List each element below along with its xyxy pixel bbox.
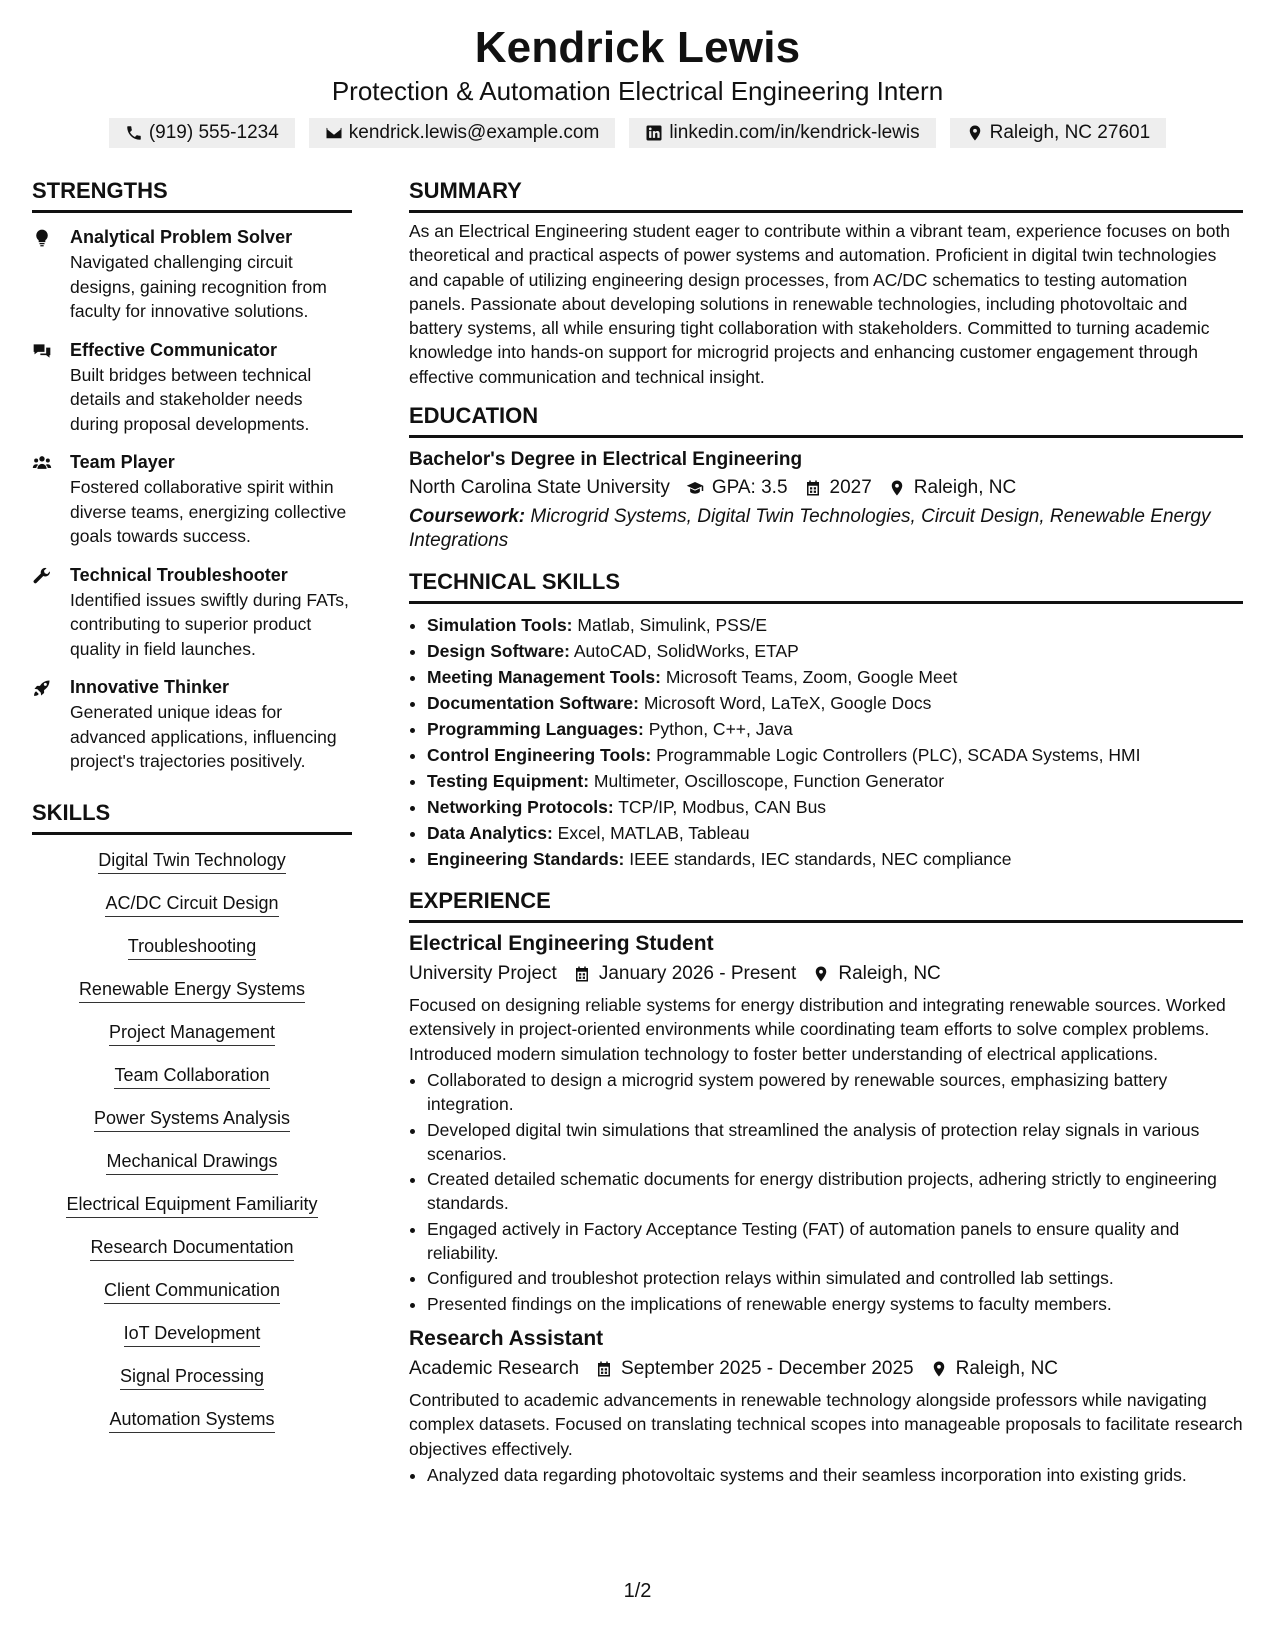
tech-skill-value: Multimeter, Oscilloscope, Function Generator: [593, 771, 945, 792]
strength-item: [32, 675, 352, 774]
skill-label: Troubleshooting: [128, 936, 256, 960]
tech-skill-label: Data Analytics:: [427, 823, 553, 844]
job-bullet: • Developed digital twin simulations that streamlined the analysis of protection relay signals in various scenarios.: [427, 1118, 1243, 1167]
resume-header: [0, 0, 1275, 148]
skill-item: [32, 1320, 352, 1346]
skills-title: SKILLS: [32, 800, 352, 835]
candidate-name: Kendrick Lewis: [474, 23, 801, 72]
strength-item: [32, 450, 352, 549]
users-icon: [32, 453, 52, 473]
skill-item: [32, 1277, 352, 1303]
job-org: University Project: [409, 963, 557, 985]
strength-item: [32, 563, 352, 662]
education-section: [409, 403, 1243, 553]
education-year: 2027: [829, 477, 872, 499]
skills-list: [32, 847, 352, 1432]
skills-section: [32, 800, 352, 1432]
rocket-icon: [32, 678, 52, 698]
job-title: Electrical Engineering Student: [409, 932, 714, 956]
tech-skill-label: Simulation Tools:: [427, 615, 573, 636]
summary-title: SUMMARY: [409, 178, 1243, 213]
map-marker-icon: [812, 965, 830, 983]
strength-title: Analytical Problem Solver: [70, 227, 293, 247]
right-column: [409, 178, 1243, 1488]
job-dates: September 2025 - December 2025: [621, 1357, 914, 1379]
tech-skill-value: Matlab, Simulink, PSS/E: [577, 615, 768, 636]
job-location: Raleigh, NC: [955, 1357, 1059, 1379]
job-dates: January 2026 - Present: [598, 963, 797, 985]
skill-label: Research Documentation: [90, 1237, 293, 1261]
tech-skill-item: [427, 820, 1243, 846]
skill-item: [32, 1062, 352, 1088]
job-bullets: [409, 1068, 1243, 1316]
skill-label: Electrical Equipment Familiarity: [66, 1194, 317, 1218]
job-entry: [409, 929, 1243, 1316]
skill-label: Digital Twin Technology: [98, 850, 285, 874]
wrench-icon: [32, 566, 52, 586]
technical-skills-list: [409, 612, 1243, 872]
tech-skill-value: Programmable Logic Controllers (PLC), SCADA Systems, HMI: [656, 745, 1141, 766]
phone-icon: [125, 124, 143, 142]
tech-skill-item: [427, 742, 1243, 768]
skill-label: Renewable Energy Systems: [79, 979, 305, 1003]
left-column: [32, 178, 352, 1449]
strength-title: Effective Communicator: [70, 339, 278, 360]
map-marker-icon: [966, 124, 984, 142]
contact-email-text: kendrick.lewis@example.com: [348, 122, 600, 143]
skill-label: IoT Development: [124, 1323, 261, 1347]
job-bullet: • Configured and troubleshot protection relays within simulated and controlled lab settings.: [427, 1266, 1243, 1290]
tech-skill-value: Microsoft Word, LaTeX, Google Docs: [643, 693, 932, 714]
tech-skill-item: [427, 638, 1243, 664]
education-school: North Carolina State University: [409, 477, 670, 499]
tech-skill-label: Documentation Software:: [427, 693, 639, 714]
lightbulb-icon: [32, 228, 52, 248]
contact-linkedin-text: linkedin.com/in/kendrick-lewis: [669, 122, 920, 143]
strength-desc: Navigated challenging circuit designs, gaining recognition from faculty for innovative solutions.: [70, 252, 327, 321]
tech-skill-label: Testing Equipment:: [427, 771, 590, 792]
strength-item: [32, 225, 352, 324]
education-title: EDUCATION: [409, 403, 1243, 438]
job-location: Raleigh, NC: [838, 963, 941, 985]
job-bullet: • Engaged actively in Factory Acceptance Testing (FAT) of automation panels to ensure quality and reliability.: [427, 1217, 1243, 1266]
skill-label: Client Communication: [104, 1280, 280, 1304]
job-bullet: • Analyzed data regarding photovoltaic systems and their seamless incorporation into existing grids.: [427, 1463, 1243, 1487]
skill-label: Signal Processing: [120, 1366, 264, 1390]
tech-skill-value: AutoCAD, SolidWorks, ETAP: [573, 641, 799, 662]
strength-desc: Fostered collaborative spirit within diverse teams, energizing collective goals towards success.: [70, 477, 347, 546]
experience-title: EXPERIENCE: [409, 888, 1243, 923]
strength-title: Team Player: [70, 452, 175, 472]
education-coursework: [409, 505, 1243, 553]
skill-item: [32, 1406, 352, 1432]
page-number: 1/2: [623, 1580, 652, 1602]
job-bullet: • Collaborated to design a microgrid system powered by renewable sources, emphasizing battery integration.: [427, 1068, 1243, 1117]
tech-skill-label: Networking Protocols:: [427, 797, 614, 818]
strengths-title: STRENGTHS: [32, 178, 352, 213]
calendar-icon: [804, 479, 822, 497]
strength-desc: Built bridges between technical details and stakeholder needs during proposal developments.: [70, 364, 312, 434]
job-description: Focused on designing reliable systems for energy distribution and integrating renewable sources. Worked extensively in project-oriented environments while coordinating team efforts to solve complex problems. Introduced modern simulation technology to foster better understanding of electrical applications.: [409, 995, 1226, 1064]
skill-item: [32, 847, 352, 873]
contact-location-text: Raleigh, NC 27601: [989, 122, 1151, 143]
job-org: Academic Research: [409, 1357, 580, 1379]
tech-skill-value: Microsoft Teams, Zoom, Google Meet: [665, 667, 958, 688]
skill-item: [32, 1019, 352, 1045]
tech-skill-item: [427, 794, 1243, 820]
contact-phone-text: (919) 555-1234: [148, 122, 279, 143]
skill-item: [32, 1105, 352, 1131]
calendar-icon: [595, 1360, 613, 1378]
strength-title: Innovative Thinker: [70, 677, 230, 697]
strength-title: Technical Troubleshooter: [70, 564, 288, 585]
comments-icon: [32, 341, 52, 361]
skill-item: [32, 1191, 352, 1217]
tech-skill-item: [427, 846, 1243, 872]
contact-phone[interactable]: [109, 118, 295, 148]
skill-label: Project Management: [109, 1022, 275, 1046]
education-location: Raleigh, NC: [913, 477, 1017, 499]
job-meta: [409, 959, 1243, 989]
tech-skill-label: Meeting Management Tools:: [427, 667, 661, 688]
job-bullets: [409, 1463, 1243, 1487]
skill-label: AC/DC Circuit Design: [105, 893, 278, 917]
skill-item: [32, 890, 352, 916]
summary-text: As an Electrical Engineering student eager to contribute within a vibrant team, experience focuses on both theoretical and practical aspects of power systems and automation. Proficient in digital twin technologies and capable of utilizing engineering design processes, from AC/DC schematics to testing automation panels. Passionate about developing solutions in renewable technologies, including photovoltaic and battery systems, all while ensuring tight collaboration with stakeholders. Committed to turning academic knowledge into hands-on support for microgrid projects and enhancing customer engagement through effective communication and technical insight.: [409, 221, 1231, 387]
map-marker-icon: [930, 1360, 948, 1378]
experience-section: [409, 888, 1243, 1487]
skill-item: [32, 1234, 352, 1260]
tech-skill-item: [427, 612, 1243, 638]
tech-skill-item: [427, 664, 1243, 690]
tech-skill-item: [427, 716, 1243, 742]
job-title: Research Assistant: [409, 1326, 604, 1350]
job-description: Contributed to academic advancements in renewable technology alongside professors while navigating complex datasets. Focused on translating technical scopes into manageable proposals to facilitate research objectives effectively.: [409, 1389, 1243, 1459]
linkedin-icon: [645, 124, 663, 142]
skill-label: Automation Systems: [109, 1409, 274, 1433]
map-marker-icon: [888, 479, 906, 497]
job-entry: [409, 1324, 1243, 1487]
tech-skill-value: TCP/IP, Modbus, CAN Bus: [618, 797, 827, 818]
contact-linkedin[interactable]: [629, 118, 935, 148]
strength-desc: Generated unique ideas for advanced applications, influencing project's trajectories positively.: [70, 702, 337, 771]
skill-item: [32, 933, 352, 959]
tech-skill-label: Design Software:: [427, 641, 570, 662]
job-bullet: • Presented findings on the implications of renewable energy systems to faculty members.: [427, 1292, 1243, 1316]
skill-label: Power Systems Analysis: [94, 1108, 290, 1132]
skill-item: [32, 1363, 352, 1389]
education-gpa: GPA: 3.5: [711, 477, 788, 499]
contact-email[interactable]: [309, 118, 616, 148]
job-bullet: • Created detailed schematic documents for energy distribution projects, adhering strictly to engineering standards.: [427, 1167, 1243, 1216]
technical-skills-section: [409, 569, 1243, 872]
tech-skill-label: Control Engineering Tools:: [427, 745, 652, 766]
skill-label: Mechanical Drawings: [106, 1151, 277, 1175]
skill-label: Team Collaboration: [114, 1065, 269, 1089]
tech-skill-value: IEEE standards, IEC standards, NEC compliance: [629, 849, 1012, 870]
education-degree: Bachelor's Degree in Electrical Engineering: [409, 449, 803, 471]
job-meta: [409, 1354, 1243, 1384]
coursework-label: Coursework:: [409, 506, 526, 528]
strengths-section: [32, 178, 352, 774]
summary-section: [409, 178, 1243, 389]
technical-skills-title: TECHNICAL SKILLS: [409, 569, 1243, 604]
tech-skill-item: [427, 768, 1243, 794]
tech-skill-value: Python, C++, Java: [648, 719, 793, 740]
strength-item: [32, 338, 352, 437]
education-meta: [409, 473, 1243, 503]
tech-skill-value: Excel, MATLAB, Tableau: [557, 823, 750, 844]
skill-item: [32, 976, 352, 1002]
calendar-icon: [573, 965, 591, 983]
envelope-icon: [325, 124, 343, 142]
skill-item: [32, 1148, 352, 1174]
tech-skill-item: [427, 690, 1243, 716]
graduation-cap-icon: [686, 479, 704, 497]
contact-location: [950, 118, 1167, 148]
coursework-text: Microgrid Systems, Digital Twin Technologies, Circuit Design, Renewable Energy Integrations: [409, 506, 1211, 552]
tech-skill-label: Programming Languages:: [427, 719, 644, 740]
strength-desc: Identified issues swiftly during FATs, contributing to superior product quality in field launches.: [70, 589, 349, 659]
tech-skill-label: Engineering Standards:: [427, 849, 625, 870]
resume-body: [32, 178, 1243, 1485]
candidate-role: Protection & Automation Electrical Engineering Intern: [331, 76, 944, 106]
contact-bar: [0, 118, 1275, 148]
